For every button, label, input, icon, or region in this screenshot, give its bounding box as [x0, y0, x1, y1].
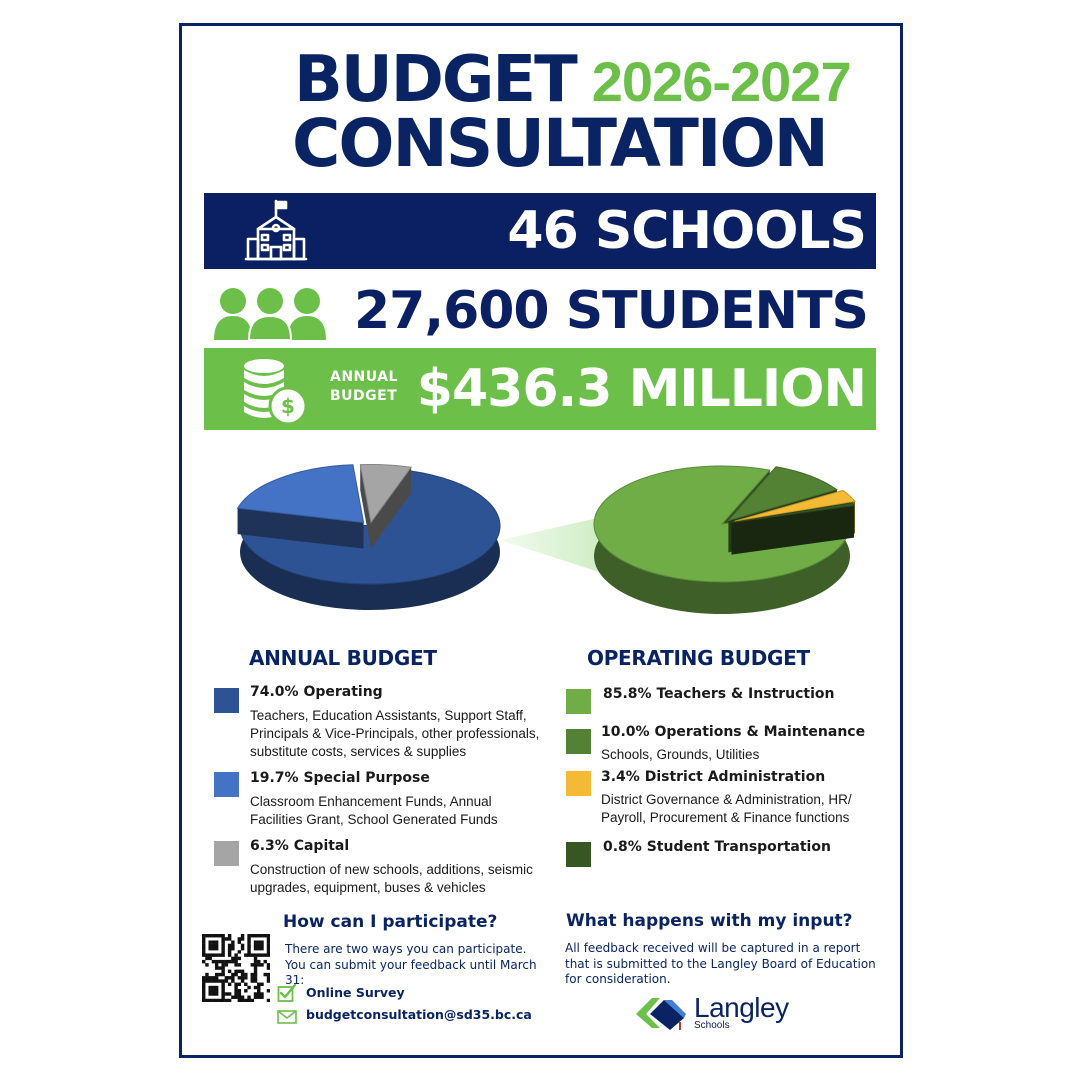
- qr-module: [205, 953, 208, 956]
- qr-module: [221, 947, 224, 950]
- students-count: 27,600 STUDENTS: [353, 281, 868, 341]
- qr-module: [215, 947, 218, 950]
- qr-module: [225, 937, 228, 940]
- qr-module: [202, 953, 205, 956]
- coin-stack-dollar-icon: [242, 356, 308, 424]
- qr-module: [212, 953, 215, 956]
- qr-module: [267, 973, 270, 976]
- title-budget: BUDGET: [294, 43, 576, 117]
- title-consultation: CONSULTATION: [292, 105, 827, 182]
- qr-module: [251, 963, 254, 966]
- qr-module: [221, 983, 224, 986]
- qr-module: [254, 986, 257, 989]
- qr-module: [215, 999, 218, 1002]
- qr-module: [218, 960, 221, 963]
- qr-module: [215, 944, 218, 947]
- qr-module: [238, 957, 241, 960]
- qr-module: [267, 947, 270, 950]
- qr-module: [202, 950, 205, 953]
- qr-module: [221, 970, 224, 973]
- qr-module: [241, 996, 244, 999]
- qr-module: [247, 937, 250, 940]
- qr-module: [244, 976, 247, 979]
- qr-module: [215, 940, 218, 943]
- qr-module: [238, 989, 241, 992]
- legend-swatch-district-admin: [566, 771, 591, 796]
- qr-module: [241, 970, 244, 973]
- qr-module: [221, 940, 224, 943]
- qr-module: [202, 976, 205, 979]
- logo-name: Langley: [694, 992, 789, 1023]
- qr-module: [234, 983, 237, 986]
- qr-module: [215, 992, 218, 995]
- qr-module: [257, 989, 260, 992]
- input-body: All feedback received will be captured in a report that is submitted to the Langley Board of Education for consideration.: [565, 941, 876, 986]
- qr-module: [218, 953, 221, 956]
- qr-module: [202, 983, 205, 986]
- qr-module: [267, 976, 270, 979]
- qr-module: [267, 940, 270, 943]
- qr-module: [260, 934, 263, 937]
- qr-module: [228, 970, 231, 973]
- checkbox-check-icon: [277, 983, 297, 1003]
- qr-module: [202, 996, 205, 999]
- qr-module: [205, 973, 208, 976]
- qr-module: [257, 944, 260, 947]
- legend-desc-capital: Construction of new schools, additions, seismic upgrades, equipment, buses & vehicles: [250, 862, 533, 895]
- qr-module: [254, 940, 257, 943]
- qr-module: [234, 973, 237, 976]
- qr-module: [241, 979, 244, 982]
- qr-module: [221, 950, 224, 953]
- qr-module: [234, 989, 237, 992]
- qr-module: [218, 979, 221, 982]
- online-survey-link[interactable]: Online Survey: [306, 985, 405, 1000]
- qr-module: [260, 996, 263, 999]
- qr-module: [244, 953, 247, 956]
- qr-module: [231, 973, 234, 976]
- qr-module: [234, 992, 237, 995]
- qr-module: [260, 992, 263, 995]
- legend-title-transportation: 0.8% Student Transportation: [603, 839, 831, 855]
- qr-module: [221, 996, 224, 999]
- qr-module: [257, 934, 260, 937]
- legend-desc-special-purpose: Classroom Enhancement Funds, Annual Facilities Grant, School Generated Funds: [250, 794, 498, 827]
- qr-module: [254, 947, 257, 950]
- qr-module: [205, 976, 208, 979]
- qr-module: [212, 986, 215, 989]
- qr-module: [241, 944, 244, 947]
- qr-module: [221, 960, 224, 963]
- qr-module: [225, 960, 228, 963]
- qr-module: [254, 934, 257, 937]
- qr-module: [218, 934, 221, 937]
- qr-module: [212, 944, 215, 947]
- qr-module: [208, 986, 211, 989]
- people-group-icon: [214, 286, 326, 340]
- qr-module: [225, 976, 228, 979]
- qr-module: [205, 979, 208, 982]
- input-heading: What happens with my input?: [566, 911, 853, 931]
- annual-budget-heading: ANNUAL BUDGET: [249, 646, 437, 670]
- school-building-icon: [244, 199, 308, 263]
- qr-module: [228, 976, 231, 979]
- qr-module: [212, 976, 215, 979]
- annual-budget-pie: [238, 464, 500, 610]
- qr-module: [228, 953, 231, 956]
- operating-budget-pie: [594, 466, 855, 614]
- qr-module: [251, 976, 254, 979]
- legend-desc-operations: Schools, Grounds, Utilities: [601, 747, 760, 762]
- qr-module: [202, 947, 205, 950]
- qr-module: [257, 953, 260, 956]
- qr-module: [238, 999, 241, 1002]
- qr-module: [215, 986, 218, 989]
- qr-module: [202, 944, 205, 947]
- qr-module: [254, 944, 257, 947]
- qr-module: [228, 983, 231, 986]
- qr-module: [257, 940, 260, 943]
- annual-budget-label: [330, 368, 398, 406]
- legend-swatch-special-purpose: [214, 772, 239, 797]
- annual-budget-label-1: ANNUAL: [330, 369, 398, 385]
- qr-module: [215, 979, 218, 982]
- legend-title-special-purpose: 19.7% Special Purpose: [250, 770, 430, 786]
- qr-module: [208, 947, 211, 950]
- qr-module: [215, 953, 218, 956]
- qr-module: [267, 966, 270, 969]
- qr-module: [202, 989, 205, 992]
- qr-module: [212, 992, 215, 995]
- qr-module: [251, 973, 254, 976]
- pie-charts: [204, 440, 876, 640]
- qr-module: [208, 957, 211, 960]
- qr-module: [247, 950, 250, 953]
- qr-module: [267, 953, 270, 956]
- qr-module: [238, 976, 241, 979]
- qr-module: [254, 957, 257, 960]
- qr-module: [267, 979, 270, 982]
- qr-module: [221, 953, 224, 956]
- legend-desc-operating: Teachers, Education Assistants, Support Staff, Principals & Vice-Principals, other professionals, substitute costs, services & supplies: [250, 708, 540, 759]
- qr-module: [247, 996, 250, 999]
- qr-module: [267, 950, 270, 953]
- qr-module: [208, 979, 211, 982]
- qr-module: [254, 976, 257, 979]
- legend-title-district-admin: 3.4% District Administration: [601, 769, 826, 785]
- legend-swatch-transportation: [566, 842, 591, 867]
- qr-module: [257, 963, 260, 966]
- qr-module: [257, 983, 260, 986]
- qr-module: [208, 944, 211, 947]
- qr-module: [202, 999, 205, 1002]
- qr-module: [231, 979, 234, 982]
- qr-code-icon[interactable]: [202, 934, 270, 1002]
- qr-module: [202, 992, 205, 995]
- qr-module: [202, 979, 205, 982]
- qr-module: [225, 999, 228, 1002]
- qr-module: [225, 963, 228, 966]
- qr-module: [254, 992, 257, 995]
- qr-module: [231, 940, 234, 943]
- qr-module: [267, 937, 270, 940]
- qr-module: [208, 976, 211, 979]
- qr-module: [251, 953, 254, 956]
- participate-heading: How can I participate?: [283, 912, 498, 932]
- qr-module: [241, 947, 244, 950]
- operating-budget-heading: OPERATING BUDGET: [587, 646, 810, 670]
- email-link[interactable]: budgetconsultation@sd35.bc.ca: [306, 1007, 532, 1022]
- participate-body: There are two ways you can participate. You can submit your feedback until March 31:: [285, 942, 537, 987]
- qr-module: [225, 979, 228, 982]
- qr-module: [212, 989, 215, 992]
- qr-module: [208, 999, 211, 1002]
- qr-module: [251, 999, 254, 1002]
- legend-swatch-operating: [214, 688, 239, 713]
- qr-module: [264, 960, 267, 963]
- qr-module: [247, 947, 250, 950]
- qr-module: [267, 944, 270, 947]
- qr-module: [267, 999, 270, 1002]
- qr-module: [215, 963, 218, 966]
- qr-module: [264, 973, 267, 976]
- qr-module: [234, 970, 237, 973]
- qr-module: [254, 960, 257, 963]
- qr-module: [247, 999, 250, 1002]
- qr-module: [257, 986, 260, 989]
- qr-module: [205, 957, 208, 960]
- qr-module: [244, 973, 247, 976]
- langley-schools-logo: [634, 994, 794, 1034]
- logo-sub: Schools: [694, 1020, 730, 1031]
- qr-module: [251, 979, 254, 982]
- qr-module: [238, 996, 241, 999]
- legend-desc-district-admin: District Governance & Administration, HR/ Payroll, Procurement & Finance functions: [601, 792, 852, 825]
- qr-module: [215, 966, 218, 969]
- qr-module: [212, 999, 215, 1002]
- qr-module: [228, 992, 231, 995]
- qr-module: [234, 963, 237, 966]
- legend-title-teachers: 85.8% Teachers & Instruction: [603, 686, 835, 702]
- qr-module: [225, 992, 228, 995]
- qr-module: [247, 986, 250, 989]
- qr-module: [215, 934, 218, 937]
- qr-module: [208, 953, 211, 956]
- qr-module: [202, 940, 205, 943]
- qr-module: [221, 963, 224, 966]
- qr-module: [218, 973, 221, 976]
- legend-title-operations: 10.0% Operations & Maintenance: [601, 724, 866, 740]
- qr-module: [260, 983, 263, 986]
- qr-module: [260, 947, 263, 950]
- qr-module: [257, 996, 260, 999]
- qr-module: [264, 953, 267, 956]
- qr-module: [244, 983, 247, 986]
- qr-module: [267, 963, 270, 966]
- qr-module: [231, 996, 234, 999]
- qr-module: [257, 992, 260, 995]
- qr-module: [234, 996, 237, 999]
- qr-module: [247, 940, 250, 943]
- budget-band: [204, 348, 876, 430]
- qr-module: [231, 944, 234, 947]
- qr-module: [241, 999, 244, 1002]
- qr-module: [260, 940, 263, 943]
- qr-module: [254, 963, 257, 966]
- qr-module: [205, 934, 208, 937]
- qr-module: [212, 979, 215, 982]
- qr-module: [202, 960, 205, 963]
- qr-module: [238, 970, 241, 973]
- qr-module: [228, 934, 231, 937]
- qr-module: [215, 960, 218, 963]
- title-year: 2026-2027: [591, 50, 851, 113]
- envelope-icon: [277, 1009, 297, 1025]
- qr-module: [254, 996, 257, 999]
- qr-module: [238, 950, 241, 953]
- qr-module: [260, 963, 263, 966]
- qr-module: [228, 999, 231, 1002]
- qr-module: [260, 953, 263, 956]
- qr-module: [241, 973, 244, 976]
- qr-module: [231, 960, 234, 963]
- qr-module: [228, 947, 231, 950]
- legend-title-operating: 74.0% Operating: [250, 684, 383, 700]
- qr-module: [221, 973, 224, 976]
- qr-module: [212, 947, 215, 950]
- langley-logo-mark-icon: [634, 996, 690, 1032]
- budget-amount: $436.3 MILLION: [416, 359, 866, 419]
- qr-module: [254, 966, 257, 969]
- qr-module: [231, 947, 234, 950]
- qr-module: [208, 989, 211, 992]
- qr-module: [247, 953, 250, 956]
- qr-module: [212, 960, 215, 963]
- qr-module: [212, 934, 215, 937]
- qr-module: [218, 999, 221, 1002]
- qr-module: [264, 934, 267, 937]
- qr-module: [228, 944, 231, 947]
- qr-module: [221, 966, 224, 969]
- qr-module: [238, 992, 241, 995]
- qr-module: [251, 934, 254, 937]
- qr-module: [267, 934, 270, 937]
- qr-module: [228, 960, 231, 963]
- qr-module: [228, 937, 231, 940]
- qr-module: [241, 934, 244, 937]
- qr-module: [247, 934, 250, 937]
- qr-module: [238, 963, 241, 966]
- schools-count: 46 SCHOOLS: [507, 201, 866, 261]
- qr-module: [254, 979, 257, 982]
- qr-module: [267, 989, 270, 992]
- qr-module: [205, 999, 208, 1002]
- annual-budget-label-2: BUDGET: [330, 388, 398, 404]
- qr-module: [221, 992, 224, 995]
- qr-module: [254, 973, 257, 976]
- qr-module: [221, 979, 224, 982]
- qr-module: [208, 992, 211, 995]
- qr-module: [257, 960, 260, 963]
- qr-module: [244, 989, 247, 992]
- qr-module: [241, 976, 244, 979]
- qr-module: [221, 999, 224, 1002]
- qr-module: [202, 986, 205, 989]
- qr-module: [221, 937, 224, 940]
- qr-module: [202, 937, 205, 940]
- qr-module: [260, 944, 263, 947]
- qr-module: [254, 970, 257, 973]
- qr-module: [257, 947, 260, 950]
- legend-swatch-teachers: [566, 689, 591, 714]
- legend-swatch-operations: [566, 729, 591, 754]
- qr-module: [215, 976, 218, 979]
- qr-module: [221, 944, 224, 947]
- qr-module: [238, 937, 241, 940]
- legend-swatch-capital: [214, 841, 239, 866]
- qr-module: [254, 953, 257, 956]
- qr-module: [218, 966, 221, 969]
- qr-module: [231, 976, 234, 979]
- qr-module: [221, 989, 224, 992]
- qr-module: [215, 989, 218, 992]
- qr-module: [241, 937, 244, 940]
- qr-module: [238, 940, 241, 943]
- qr-module: [247, 944, 250, 947]
- qr-module: [221, 934, 224, 937]
- qr-module: [205, 963, 208, 966]
- qr-module: [244, 999, 247, 1002]
- schools-band: [204, 193, 876, 269]
- qr-module: [212, 940, 215, 943]
- legend-title-capital: 6.3% Capital: [250, 838, 350, 854]
- qr-module: [221, 986, 224, 989]
- qr-module: [238, 983, 241, 986]
- qr-module: [202, 934, 205, 937]
- qr-module: [234, 960, 237, 963]
- qr-module: [231, 957, 234, 960]
- qr-module: [234, 957, 237, 960]
- qr-module: [228, 950, 231, 953]
- qr-module: [234, 986, 237, 989]
- qr-module: [215, 973, 218, 976]
- qr-module: [208, 934, 211, 937]
- qr-module: [208, 940, 211, 943]
- svg-text:$: $: [281, 394, 295, 418]
- qr-module: [234, 953, 237, 956]
